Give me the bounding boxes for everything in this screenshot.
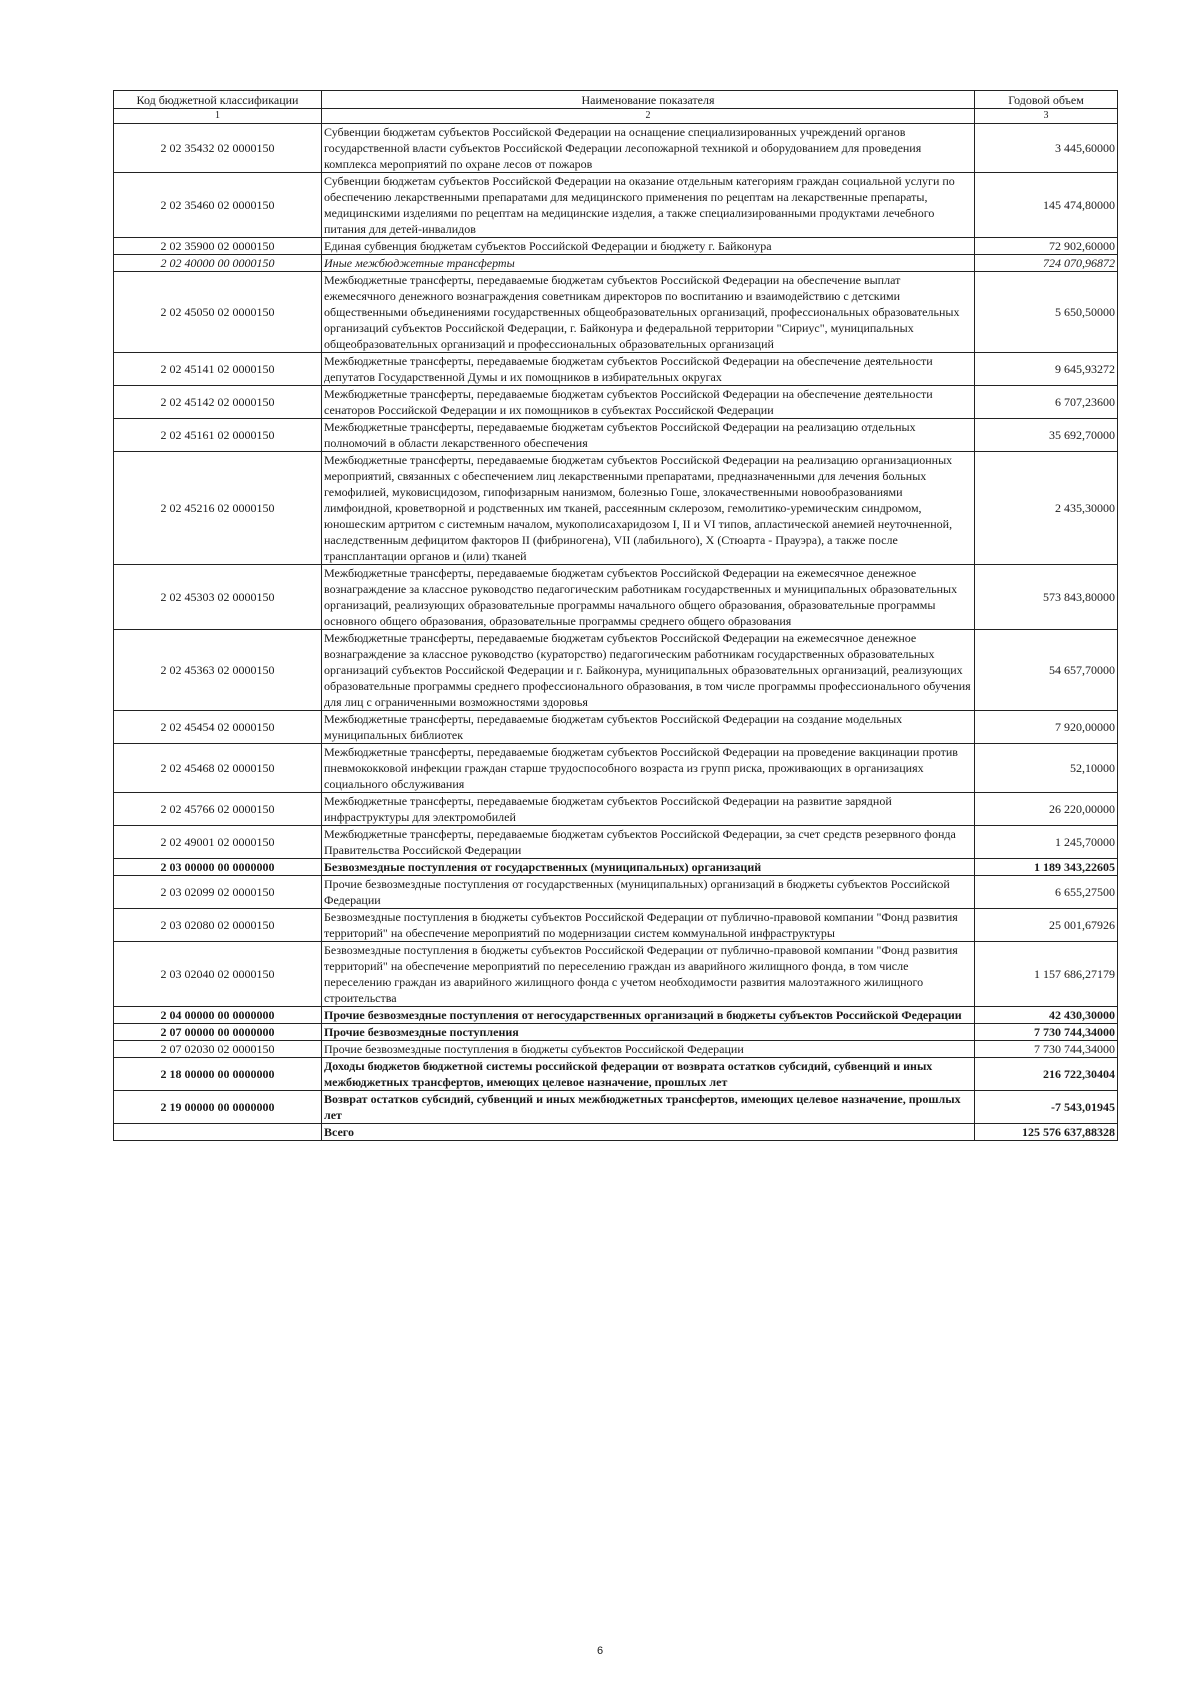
row-code: 2 04 00000 00 0000000 <box>114 1007 322 1024</box>
row-code: 2 03 02040 02 0000150 <box>114 942 322 1007</box>
row-name: Возврат остатков субсидий, субвенций и иных межбюджетных трансфертов, имеющих целевое назначение, прошлых лет <box>322 1091 975 1124</box>
row-name: Безвозмездные поступления от государственных (муниципальных) организаций <box>322 859 975 876</box>
row-code: 2 02 45303 02 0000150 <box>114 565 322 630</box>
table-row <box>114 826 1118 859</box>
column-number-2: 2 <box>322 109 975 124</box>
table-row <box>114 1041 1118 1058</box>
row-code: 2 02 35460 02 0000150 <box>114 173 322 238</box>
header-volume: Годовой объем <box>975 91 1118 109</box>
row-volume: 2 435,30000 <box>975 452 1118 565</box>
header-code: Код бюджетной классификации <box>114 91 322 109</box>
row-name: Прочие безвозмездные поступления в бюджеты субъектов Российской Федерации <box>322 1041 975 1058</box>
row-volume: 72 902,60000 <box>975 238 1118 255</box>
row-volume: 52,10000 <box>975 744 1118 793</box>
row-code: 2 07 00000 00 0000000 <box>114 1024 322 1041</box>
row-volume: 145 474,80000 <box>975 173 1118 238</box>
row-volume: 724 070,96872 <box>975 255 1118 272</box>
row-code: 2 19 00000 00 0000000 <box>114 1091 322 1124</box>
table-row <box>114 1091 1118 1124</box>
table-row <box>114 859 1118 876</box>
row-code: 2 03 02080 02 0000150 <box>114 909 322 942</box>
row-code: 2 02 35432 02 0000150 <box>114 124 322 173</box>
row-name: Межбюджетные трансферты, передаваемые бюджетам субъектов Российской Федерации на проведение вакцинации против пневмококковой инфекции граждан старше трудоспособного возраста из групп риска, проживающих в организациях социального обслуживания <box>322 744 975 793</box>
row-volume: 573 843,80000 <box>975 565 1118 630</box>
table-row <box>114 124 1118 173</box>
row-volume: 42 430,30000 <box>975 1007 1118 1024</box>
table-row <box>114 793 1118 826</box>
table-row <box>114 909 1118 942</box>
row-volume: -7 543,01945 <box>975 1091 1118 1124</box>
row-volume: 7 730 744,34000 <box>975 1024 1118 1041</box>
row-name: Доходы бюджетов бюджетной системы российской федерации от возврата остатков субсидий, субвенций и иных межбюджетных трансфертов, имеющих целевое назначение, прошлых лет <box>322 1058 975 1091</box>
table-column-number-row <box>114 109 1118 124</box>
row-volume: 1 245,70000 <box>975 826 1118 859</box>
row-name: Прочие безвозмездные поступления <box>322 1024 975 1041</box>
row-name: Межбюджетные трансферты, передаваемые бюджетам субъектов Российской Федерации на ежемесячное денежное вознаграждение за классное руководство педагогическим работникам государственных и муниципальных образовательных организаций, реализующих образовательные программы начального общего образования, образовательные программы основного общего образования, образовательные программы среднего общего образования <box>322 565 975 630</box>
total-label: Всего <box>322 1124 975 1141</box>
row-code: 2 02 40000 00 0000150 <box>114 255 322 272</box>
row-code: 2 18 00000 00 0000000 <box>114 1058 322 1091</box>
row-volume: 9 645,93272 <box>975 353 1118 386</box>
row-volume: 216 722,30404 <box>975 1058 1118 1091</box>
row-name: Межбюджетные трансферты, передаваемые бюджетам субъектов Российской Федерации на обеспечение деятельности депутатов Государственной Думы и их помощников в избирательных округах <box>322 353 975 386</box>
table-row <box>114 876 1118 909</box>
row-volume: 6 655,27500 <box>975 876 1118 909</box>
table-row <box>114 255 1118 272</box>
table-body <box>114 124 1118 1124</box>
row-name: Безвозмездные поступления в бюджеты субъектов Российской Федерации от публично-правовой компании "Фонд развития территорий" на обеспечение мероприятий по переселению граждан из аварийного жилищного фонда, в том числе переселению граждан из аварийного жилищного фонда с учетом необходимости развития малоэтажного жилищного строительства <box>322 942 975 1007</box>
row-name: Межбюджетные трансферты, передаваемые бюджетам субъектов Российской Федерации на создание модельных муниципальных библиотек <box>322 711 975 744</box>
row-name: Прочие безвозмездные поступления от государственных (муниципальных) организаций в бюджеты субъектов Российской Федерации <box>322 876 975 909</box>
row-name: Единая субвенция бюджетам субъектов Российской Федерации и бюджету г. Байконура <box>322 238 975 255</box>
table-row <box>114 630 1118 711</box>
row-code: 2 02 45216 02 0000150 <box>114 452 322 565</box>
row-volume: 1 157 686,27179 <box>975 942 1118 1007</box>
row-code: 2 02 45161 02 0000150 <box>114 419 322 452</box>
total-row <box>114 1124 1118 1141</box>
row-volume: 7 730 744,34000 <box>975 1041 1118 1058</box>
row-name: Безвозмездные поступления в бюджеты субъектов Российской Федерации от публично-правовой компании "Фонд развития территорий" на обеспечение мероприятий по модернизации систем коммунальной инфраструктуры <box>322 909 975 942</box>
row-code: 2 02 45142 02 0000150 <box>114 386 322 419</box>
table-row <box>114 744 1118 793</box>
row-code: 2 07 02030 02 0000150 <box>114 1041 322 1058</box>
budget-table <box>113 90 1118 1141</box>
table-row <box>114 238 1118 255</box>
row-code: 2 02 35900 02 0000150 <box>114 238 322 255</box>
row-name: Межбюджетные трансферты, передаваемые бюджетам субъектов Российской Федерации на обеспечение деятельности сенаторов Российской Федерации и их помощников в субъектах Российской Федерации <box>322 386 975 419</box>
table-row <box>114 565 1118 630</box>
row-name: Межбюджетные трансферты, передаваемые бюджетам субъектов Российской Федерации на реализацию организационных мероприятий, связанных с обеспечением лиц лекарственными препаратами, предназначенными для лечения больных гемофилией, муковисцидозом, гипофизарным нанизмом, болезнью Гоше, злокачественными новообразованиями лимфоидной, кроветворной и родственных им тканей, рассеянным склерозом, гемолитико-уремическим синдромом, юношеским артритом с системным началом, мукополисахаридозом I, II и VI типов, апластической анемией неуточненной, наследственным дефицитом факторов II (фибриногена), VII (лабильного), X (Стюарта - Прауэра), а также после трансплантации органов и (или) тканей <box>322 452 975 565</box>
total-volume: 125 576 637,88328 <box>975 1124 1118 1141</box>
row-name: Межбюджетные трансферты, передаваемые бюджетам субъектов Российской Федерации на развитие зарядной инфраструктуры для электромобилей <box>322 793 975 826</box>
row-name: Иные межбюджетные трансферты <box>322 255 975 272</box>
row-code: 2 02 45141 02 0000150 <box>114 353 322 386</box>
table-row <box>114 942 1118 1007</box>
row-volume: 25 001,67926 <box>975 909 1118 942</box>
row-name: Субвенции бюджетам субъектов Российской Федерации на оказание отдельным категориям граждан социальной услуги по обеспечению лекарственными препаратами для медицинского применения по рецептам на лекарственные препараты, медицинскими изделиями по рецептам на медицинские изделия, а также специализированными продуктами лечебного питания для детей-инвалидов <box>322 173 975 238</box>
row-name: Субвенции бюджетам субъектов Российской Федерации на оснащение специализированных учреждений органов государственной власти субъектов Российской Федерации лесопожарной техникой и оборудованием для проведения комплекса мероприятий по охране лесов от пожаров <box>322 124 975 173</box>
row-code: 2 03 02099 02 0000150 <box>114 876 322 909</box>
page-number: 6 <box>596 1645 604 1657</box>
table-row <box>114 272 1118 353</box>
table-row <box>114 353 1118 386</box>
row-volume: 5 650,50000 <box>975 272 1118 353</box>
table-row <box>114 1024 1118 1041</box>
row-code: 2 02 45363 02 0000150 <box>114 630 322 711</box>
row-code: 2 02 49001 02 0000150 <box>114 826 322 859</box>
row-volume: 1 189 343,22605 <box>975 859 1118 876</box>
row-volume: 3 445,60000 <box>975 124 1118 173</box>
row-code: 2 02 45766 02 0000150 <box>114 793 322 826</box>
row-code: 2 03 00000 00 0000000 <box>114 859 322 876</box>
column-number-1: 1 <box>114 109 322 124</box>
table-row <box>114 1007 1118 1024</box>
row-volume: 54 657,70000 <box>975 630 1118 711</box>
row-name: Прочие безвозмездные поступления от негосударственных организаций в бюджеты субъектов Российской Федерации <box>322 1007 975 1024</box>
table-header-row <box>114 91 1118 109</box>
row-name: Межбюджетные трансферты, передаваемые бюджетам субъектов Российской Федерации на реализацию отдельных полномочий в области лекарственного обеспечения <box>322 419 975 452</box>
total-code-cell <box>114 1124 322 1141</box>
table-row <box>114 173 1118 238</box>
row-volume: 7 920,00000 <box>975 711 1118 744</box>
row-code: 2 02 45050 02 0000150 <box>114 272 322 353</box>
table-row <box>114 1058 1118 1091</box>
table-row <box>114 419 1118 452</box>
row-code: 2 02 45454 02 0000150 <box>114 711 322 744</box>
table-row <box>114 452 1118 565</box>
row-volume: 6 707,23600 <box>975 386 1118 419</box>
column-number-3: 3 <box>975 109 1118 124</box>
header-name: Наименование показателя <box>322 91 975 109</box>
row-name: Межбюджетные трансферты, передаваемые бюджетам субъектов Российской Федерации, за счет средств резервного фонда Правительства Российской Федерации <box>322 826 975 859</box>
table-row <box>114 386 1118 419</box>
row-name: Межбюджетные трансферты, передаваемые бюджетам субъектов Российской Федерации на обеспечение выплат ежемесячного денежного вознаграждения советникам директоров по воспитанию и взаимодействию с детскими общественными объединениями государственных общеобразовательных организаций, профессиональных образовательных организаций субъектов Российской Федерации, г. Байконура и федеральной территории "Сириус", муниципальных общеобразовательных организаций и профессиональных образовательных организаций <box>322 272 975 353</box>
row-volume: 26 220,00000 <box>975 793 1118 826</box>
row-volume: 35 692,70000 <box>975 419 1118 452</box>
row-name: Межбюджетные трансферты, передаваемые бюджетам субъектов Российской Федерации на ежемесячное денежное вознаграждение за классное руководство (кураторство) педагогическим работникам государственных образовательных организаций субъектов Российской Федерации и г. Байконура, муниципальных образовательных организаций, реализующих образовательные программы среднего профессионального образования, в том числе программы профессионального обучения для лиц с ограниченными возможностями здоровья <box>322 630 975 711</box>
table-row <box>114 711 1118 744</box>
row-code: 2 02 45468 02 0000150 <box>114 744 322 793</box>
